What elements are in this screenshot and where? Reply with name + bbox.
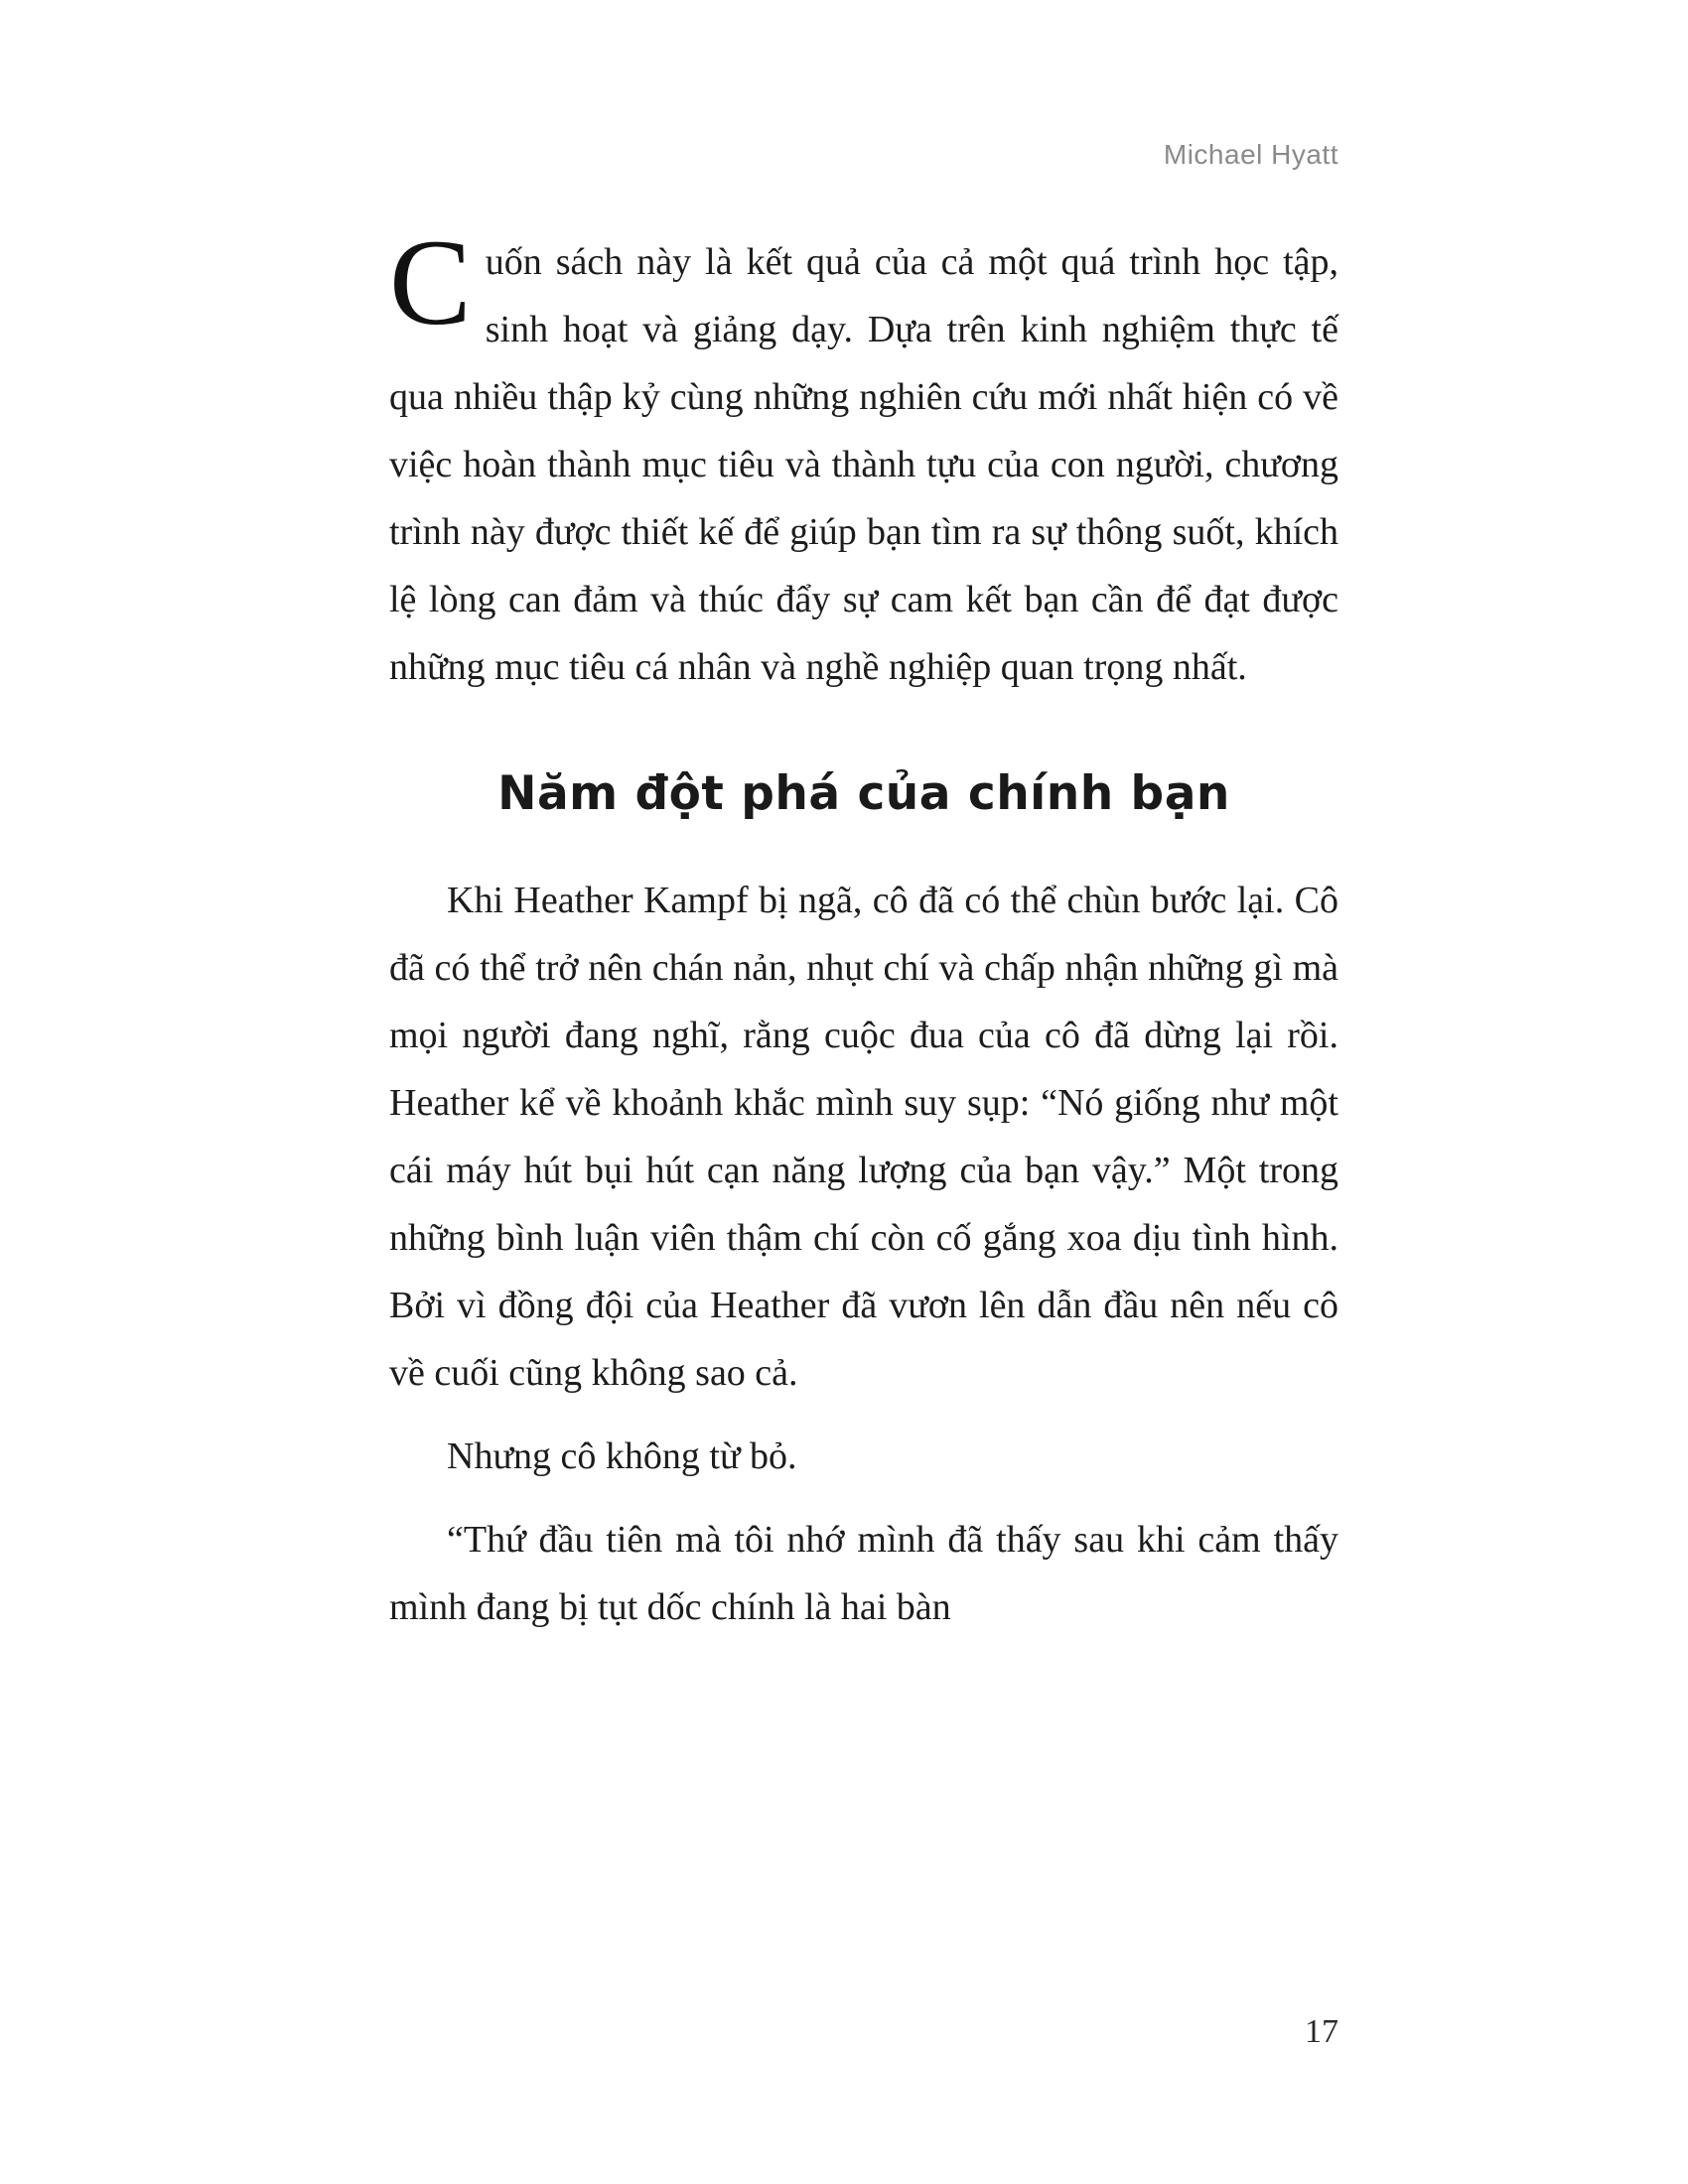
opening-paragraph <box>389 214 1338 701</box>
body-paragraph: Khi Heather Kampf bị ngã, cô đã có thể chùn bước lại. Cô đã có thể trở nên chán nản, nhụt chí và chấp nhận những gì mà mọi người đang nghĩ, rằng cuộc đua của cô đã dừng lại rồi. Heather kể về khoảnh khắc mình suy sụp: “Nó giống như một cái máy hút bụi hút cạn năng lượng của bạn vậy.” Một trong những bình luận viên thậm chí còn cố gắng xoa dịu tình hình. Bởi vì đồng đội của Heather đã vươn lên dẫn đầu nên nếu cô về cuối cũng không sao cả. <box>389 880 1338 1394</box>
page-number: 17 <box>1305 2013 1338 2050</box>
opening-paragraph-text: uốn sách này là kết quả của cả một quá trình học tập, sinh hoạt và giảng dạy. Dựa trên kinh nghiệm thực tế qua nhiều thập kỷ cùng những nghiên cứu mới nhất hiện có về việc hoàn thành mục tiêu và thành tựu của con người, chương trình này được thiết kế để giúp bạn tìm ra sự thông suốt, khích lệ lòng can đảm và thúc đẩy sự cam kết bạn cần để đạt được những mục tiêu cá nhân và nghề nghiệp quan trọng nhất. <box>389 241 1338 688</box>
drop-cap: C <box>389 214 472 350</box>
body-paragraph: “Thứ đầu tiên mà tôi nhớ mình đã thấy sau khi cảm thấy mình đang bị tụt dốc chính là hai bàn <box>389 1519 1338 1628</box>
running-header-author: Michael Hyatt <box>1163 139 1338 170</box>
body-paragraph: Nhưng cô không từ bỏ. <box>447 1435 797 1477</box>
section-heading: Năm đột phá của chính bạn <box>497 766 1230 821</box>
